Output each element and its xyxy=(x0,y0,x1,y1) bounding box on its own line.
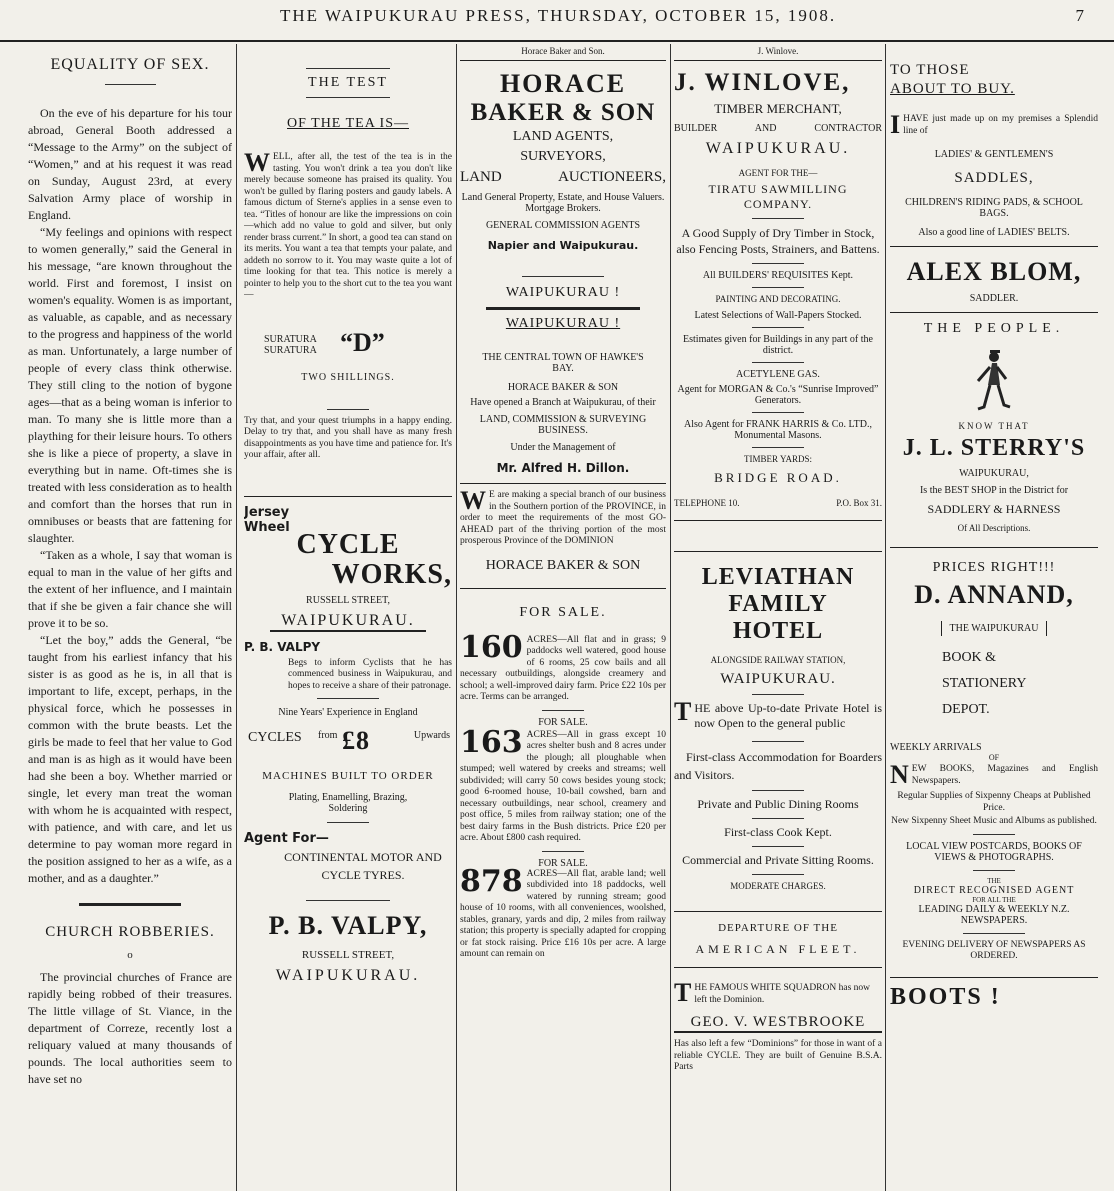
ad-heading: BOOTS ! xyxy=(890,983,1001,1010)
ad-line: MACHINES BUILT TO ORDER xyxy=(262,770,434,782)
divider xyxy=(327,409,369,410)
ad-heading: BAKER & SON xyxy=(470,99,656,126)
divider xyxy=(542,710,583,711)
ad-line: STATIONERY xyxy=(942,676,1027,691)
ad-column xyxy=(890,44,1098,1191)
boxed-label: THE WAIPUKURAU xyxy=(941,621,1048,636)
ad-line: First-class Cook Kept. xyxy=(724,825,832,839)
town-name: WAIPUKURAU. xyxy=(270,612,426,632)
ad-line: Regular Supplies of Sixpenny Cheaps at Published Price. xyxy=(897,791,1091,813)
divider xyxy=(306,68,389,69)
newspaper-title: THE WAIPUKURAU PRESS, THURSDAY, OCTOBER 15, 1908. xyxy=(280,6,837,25)
ad-line: All BUILDERS' REQUISITES Kept. xyxy=(702,270,854,281)
ad-line: SADDLES, xyxy=(954,170,1034,186)
ad-top-label: Horace Baker and Son. xyxy=(521,46,605,56)
upwards-label: Upwards xyxy=(413,730,450,741)
ad-line: CHILDREN'S RIDING PADS, & SCHOOL BAGS. xyxy=(905,197,1083,219)
listing-text: ACRES—All in grass except 10 acres shelter bush and 8 acres under the plough; all ploughable when stumped; well watered by creeks and streams; well subdivided; will carry 50 cows besides young stock; good 6-roomed house, 10-bail cowshed, barn and necessary outbuildings, near school, creamery and post office, 5 miles from railway station; one of the best dairy farms in the Bush districts. Price £20 per acre. About £800 cash required. xyxy=(460,729,666,843)
article-title: CHURCH ROBBERIES. xyxy=(45,924,215,940)
ad-line: Napier and Waipukurau. xyxy=(487,239,639,252)
ad-line: New Sixpenny Sheet Music and Albums as published. xyxy=(891,816,1097,826)
ad-line: Have opened a Branch at Waipukurau, of their xyxy=(470,397,656,408)
business-name: D. ANNAND, xyxy=(914,580,1074,609)
from-label: from xyxy=(318,730,338,741)
ad-heading: FOR SALE. xyxy=(538,716,588,728)
ad-body: Begs to inform Cyclists that he has commenced business in Waipukurau, and hopes to receive a share of their patronage. xyxy=(288,657,452,691)
ad-line: SADDLER. xyxy=(969,293,1019,304)
divider xyxy=(105,84,156,85)
ad-line: Private and Public Dining Rooms xyxy=(697,797,859,811)
ad-top-label: J. Winlove. xyxy=(757,46,799,56)
ad-line: CONTINENTAL MOTOR AND CYCLE TYRES. xyxy=(284,850,442,882)
masthead xyxy=(0,0,1114,42)
price-value: £8 xyxy=(342,726,370,755)
ad-line: Commercial and Private Sitting Rooms. xyxy=(682,853,874,867)
ad-heading: FOR SALE. xyxy=(519,604,607,620)
divider xyxy=(306,900,389,901)
ad-line: TIMBER YARDS: xyxy=(744,454,812,464)
ad-heading: CYCLE xyxy=(296,528,400,560)
column-rule xyxy=(456,44,457,1191)
business-name: ALEX BLOM, xyxy=(906,257,1082,286)
listing-text: ACRES—All flat, arable land; well subdivided into 18 paddocks, well watered by running stream; good house of 10 rooms, with all conveniences, woolshed, stables, granary, yards and dip, 2 miles from railway station; this property is specially adapted for cropping or fat stock raising. Price £16 10s per acre. A large amount can remain on xyxy=(460,868,666,959)
acreage-number: 163 xyxy=(460,724,523,760)
ad-heading: DEPARTURE OF THE xyxy=(718,922,838,934)
ad-line: FOR ALL THE xyxy=(972,895,1016,904)
ad-body: HAVE just made up on my premises a Splendid line of xyxy=(903,114,1098,136)
ad-line: Under the Management of xyxy=(510,442,616,453)
ad-body: HE FAMOUS WHITE SQUADRON has now left the Dominion. xyxy=(694,983,871,1005)
ad-line: Also a good line of LADIES' BELTS. xyxy=(918,227,1070,238)
divider xyxy=(327,822,369,823)
drop-cap: T xyxy=(674,697,692,726)
ad-line: ACETYLENE GAS. xyxy=(736,369,820,380)
ad-line: Mr. Alfred H. Dillon. xyxy=(496,461,630,475)
ad-line: DIRECT RECOGNISED AGENT xyxy=(913,884,1075,896)
divider xyxy=(752,362,804,363)
ad-body: E are making a special branch of our business in the Southern portion of the PROVINCE, in order to meet the requirements of the most GO-AHEAD part of the thriving portion of the most prosperous Province of the DOMINION xyxy=(460,490,666,546)
drop-cap: T xyxy=(674,978,692,1007)
ad-heading: Jersey xyxy=(244,504,290,520)
divider xyxy=(542,851,583,852)
ad-line: GENERAL COMMISSION AGENTS xyxy=(485,220,641,231)
ad-line: TIRATU SAWMILLING COMPANY. xyxy=(708,182,848,211)
ad-body: Try that, and your quest triumphs in a happy ending. Delay to try that, and you shall have as many fresh disappointments as you have time and patience for. It's your affair, after all. xyxy=(244,415,452,460)
business-name: GEO. V. WESTBROOKE xyxy=(674,1014,882,1033)
divider xyxy=(752,263,804,264)
business-name: P. B. VALPY xyxy=(244,639,321,654)
divider xyxy=(752,287,804,288)
ad-line: LAND AUCTIONEERS, xyxy=(460,169,666,185)
ad-heading: AMERICAN FLEET. xyxy=(695,942,861,956)
ad-line: WAIPUKURAU. xyxy=(720,671,836,687)
ad-line: LAND, COMMISSION & SURVEYING BUSINESS. xyxy=(479,414,647,436)
ad-line: Agent for MORGAN & Co.'s “Sunrise Improved” Generators. xyxy=(677,384,879,406)
divider xyxy=(752,818,804,819)
page-number: 7 xyxy=(1075,6,1084,25)
ad-line: BOOK & xyxy=(942,650,997,665)
divider xyxy=(306,97,389,98)
ad-line: SURVEYORS, xyxy=(520,149,606,164)
town-name: WAIPUKURAU. xyxy=(275,967,421,984)
ad-line: Also Agent for FRANK HARRIS & Co. LTD., Monumental Masons. xyxy=(684,419,872,441)
divider xyxy=(752,741,804,742)
ad-line: Estimates given for Buildings in any part of the district. xyxy=(683,334,873,356)
ad-line: LEADING DAILY & WEEKLY N.Z. NEWSPAPERS. xyxy=(918,903,1070,926)
ad-line: SADDLERY & HARNESS xyxy=(927,502,1061,516)
ad-line: HORACE BAKER & SON xyxy=(507,382,619,393)
ad-line: EVENING DELIVERY OF NEWSPAPERS AS ORDERED. xyxy=(902,939,1086,961)
ad-body: ELL, after all, the test of the tea is in the tasting. You won't drink a tea you don't like merely because someone has praised its quality. You won't be gulled by flaring posters and gaudy labels. A famous dictum of Sterne's applies in a sense even to tea. “Titles of honour are like the impressions on coin—which add no value to gold and silver, but only render brass current.” In short, a good tea can stand on its merits. You want a tea that tempts your palate, and addeth no sorrow to it. You may waste quite a lot of time looking for that tea. This notice is merely a pointer to help you to the short cut to the tea you want— xyxy=(244,152,452,300)
drop-cap: N xyxy=(890,760,909,789)
divider xyxy=(752,327,804,328)
article-paragraph: On the eve of his departure for his tour abroad, General Booth addressed a “Message to the Army” on the subject of “Women,” and at his request it was read on Sunday, August 23rd, at every Salvation Army place of worship in England. xyxy=(28,106,232,222)
ad-heading: Agent For— xyxy=(244,831,329,846)
ad-heading: THE TEST xyxy=(308,75,388,90)
address: RUSSELL STREET, xyxy=(301,949,395,961)
ad-line: Is the BEST SHOP in the District for xyxy=(919,485,1069,496)
column-rule xyxy=(236,44,237,1191)
divider xyxy=(752,412,804,413)
divider xyxy=(963,933,1025,934)
ad-line: LAND AGENTS, xyxy=(512,129,614,144)
ad-line: Land General Property, Estate, and House Valuers. Mortgage Brokers. xyxy=(461,192,665,214)
ad-line: PAINTING AND DECORATING. xyxy=(715,294,841,304)
ad-line: MODERATE CHARGES. xyxy=(730,881,826,891)
ad-body: EW BOOKS, Magazines and English Newspapers. xyxy=(911,764,1098,786)
drop-cap: W xyxy=(460,486,486,515)
divider xyxy=(752,218,804,219)
price-label: TWO SHILLINGS. xyxy=(301,371,395,383)
ad-line: AGENT FOR THE— xyxy=(738,168,818,178)
article-paragraph: “My feelings and opinions with respect to women generally,” said the General in his message, “are known throughout the world. First and foremost, I insist on women's equality. Women is as important, as valuable, as capable, and as necessary to the progress and happiness of the world as man. Unfortunately, a large number of people of every class think otherwise. They still cling to the notion of bygone ages—that as a being woman is inferior to man. To many she is little more than a plaything for their leisure hours. To others she is like a piece of property, a slave in everything but in name. Oft-times she is treated with less consideration as to health and comfort than the horses that run in omnibuses or beasts that are fattening for slaughter. xyxy=(28,225,232,545)
ad-line: A Good Supply of Dry Timber in Stock, also Fencing Posts, Strainers, and Battens. xyxy=(676,226,880,256)
ad-column xyxy=(674,44,882,1191)
column-rule xyxy=(670,44,671,1191)
divider xyxy=(973,870,1015,871)
ad-heading: HOTEL xyxy=(732,618,824,644)
column-rule xyxy=(885,44,886,1191)
po-box: P.O. Box 31. xyxy=(836,498,882,508)
ad-line: BUILDER AND CONTRACTOR xyxy=(674,123,882,134)
listing-text: ACRES—All flat and in grass; 9 paddocks well watered, good house of 6 rooms, 25 cow bails and all necessary outbuildings, alongside creamery and school; a well-improved dairy farm. Price £22 10s per acre. Terms can be arranged. xyxy=(460,634,666,702)
ad-heading: ABOUT TO BUY. xyxy=(890,81,1015,97)
ad-body: HE above Up-to-date Private Hotel is now Open to the general public xyxy=(694,701,882,730)
ad-line: WEEKLY ARRIVALS xyxy=(890,742,982,753)
ad-line: DEPOT. xyxy=(942,702,990,717)
ad-heading: WAIPUKURAU ! xyxy=(505,285,621,300)
article-title: EQUALITY OF SEX. xyxy=(50,56,210,73)
article-paragraph: “Taken as a whole, I say that woman is equal to man in the value of her gifts and the extent of her influence, and I maintain that if she be given a fair chance she will prove it to be so. xyxy=(28,548,232,630)
brand-name: SURATURA xyxy=(264,344,317,356)
cycles-label: CYCLES xyxy=(248,730,302,745)
ad-line: THE CENTRAL TOWN OF HAWKE'S BAY. xyxy=(482,352,644,374)
ad-line: WAIPUKURAU. xyxy=(705,140,851,157)
ad-line: OF xyxy=(988,753,1000,762)
ad-line: WAIPUKURAU, xyxy=(959,468,1029,479)
ad-line: Latest Selections of Wall-Papers Stocked. xyxy=(694,310,862,321)
ad-heading: J. WINLOVE, xyxy=(674,69,851,96)
ad-heading: PRICES RIGHT!!! xyxy=(932,560,1056,575)
contact-row xyxy=(674,498,882,508)
ad-heading: WORKS, xyxy=(331,558,452,590)
ad-line: BRIDGE ROAD. xyxy=(714,470,842,485)
divider xyxy=(752,694,804,695)
article-paragraph: The provincial churches of France are rapidly being robbed of their treasures. The little village of St. Viance, in the department of Correze, recently lost a reliquary valued at many thousands of pounds. The local authorities seem to have set no xyxy=(28,970,232,1086)
address: RUSSELL STREET, xyxy=(306,594,390,606)
ad-line: LADIES' & GENTLEMEN'S xyxy=(934,149,1054,160)
ad-heading: FAMILY xyxy=(728,591,828,617)
ad-heading: WAIPUKURAU ! xyxy=(505,316,621,331)
article-column xyxy=(28,44,232,1191)
divider xyxy=(752,874,804,875)
acreage-number: 878 xyxy=(460,863,523,899)
ad-line: ALONGSIDE RAILWAY STATION, xyxy=(710,655,846,665)
brand-grade: “D” xyxy=(340,327,385,357)
brand-name: SURATURA xyxy=(264,333,317,345)
divider-mark: o xyxy=(127,949,133,961)
ad-line: Of All Descriptions. xyxy=(957,523,1031,533)
ad-line: TIMBER MERCHANT, xyxy=(714,101,842,116)
ad-column xyxy=(460,44,666,1191)
ad-line: Nine Years' Experience in England xyxy=(278,707,418,718)
ad-heading: HORACE xyxy=(499,69,627,98)
ad-heading: FOR SALE. xyxy=(538,857,588,869)
article-paragraph: “Let the boy,” adds the General, “be taught from his earliest infancy that his sister is as good as he is, in all that is important to life, except, perhaps, in the physical force, which he possesses in common with the brute beasts. Let the girls be made to feel that her value to God and man is as high as it would have been had she been a boy. Whether married or single, let every man treat the woman with whom he is acquainted with respect, with patience, and with care, and let us determine to pay woman more regard in the position assigned to her as a wife, as a mother, and as a daughter.” xyxy=(28,633,232,885)
drop-cap: I xyxy=(890,110,901,139)
ad-line: KNOW THAT xyxy=(958,421,1030,431)
divider xyxy=(973,834,1015,835)
ad-column xyxy=(244,44,452,1191)
ad-line: LOCAL VIEW POSTCARDS, BOOKS OF VIEWS & PHOTOGRAPHS. xyxy=(906,840,1082,863)
business-name: J. L. STERRY'S xyxy=(902,435,1086,461)
divider xyxy=(752,790,804,791)
divider xyxy=(752,846,804,847)
business-name: P. B. VALPY, xyxy=(268,911,428,940)
ad-heading: TO THOSE xyxy=(890,62,970,78)
ad-heading: THE PEOPLE. xyxy=(923,321,1065,336)
brand-block xyxy=(244,327,452,372)
divider xyxy=(317,698,379,699)
ad-heading: LEVIATHAN xyxy=(701,564,855,590)
divider xyxy=(752,447,804,448)
drop-cap: W xyxy=(244,148,270,177)
ad-line: HORACE BAKER & SON xyxy=(485,557,641,573)
divider xyxy=(486,307,641,310)
ad-line: THE xyxy=(987,876,1001,885)
ad-heading: OF THE TEA IS— xyxy=(287,116,409,131)
walking-man-illustration xyxy=(964,347,1024,417)
ad-line: First-class Accommodation for Boarders and Visitors. xyxy=(674,750,882,782)
telephone: TELEPHONE 10. xyxy=(674,498,740,508)
ad-heading: Wheel xyxy=(244,519,290,535)
price-block xyxy=(244,724,452,764)
divider xyxy=(522,276,604,277)
ad-body: Has also left a few “Dominions” for those in want of a reliable CYCLE. They are built of Genuine B.S.A. Parts xyxy=(674,1039,882,1072)
acreage-number: 160 xyxy=(460,629,523,665)
divider xyxy=(79,903,181,906)
ad-line: Plating, Enamelling, Brazing, Soldering xyxy=(288,792,408,814)
